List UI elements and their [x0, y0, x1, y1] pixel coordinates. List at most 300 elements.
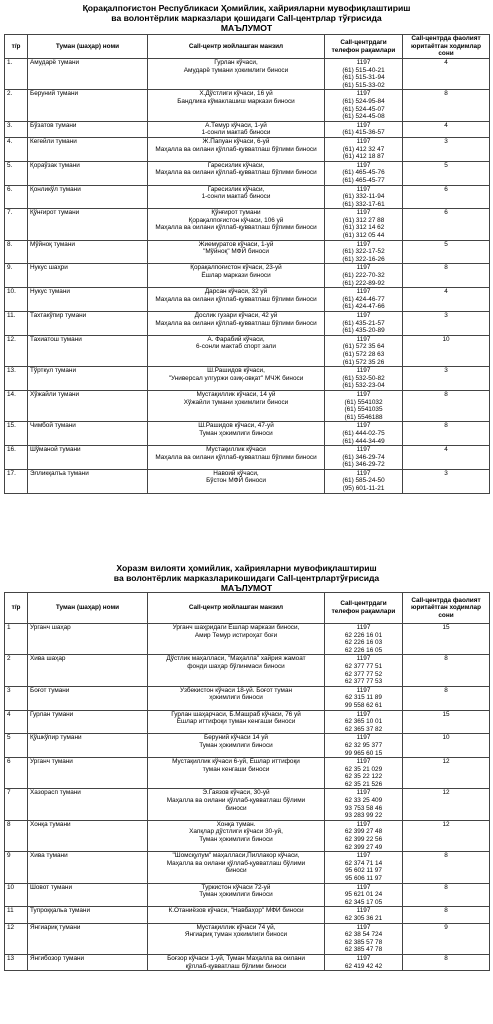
address-line: Хонқа туман.	[216, 820, 256, 828]
row-number: 3.	[5, 121, 28, 137]
district-name: Бўзатов тумани	[28, 121, 148, 137]
staff-count: 8	[403, 852, 490, 883]
address-line: Қорақалпоғистон кўчаси, 23-уй	[190, 264, 282, 272]
phone-numbers-line: 1197	[356, 469, 371, 477]
address-line: Жиемуратов кўчаси, 1-уй	[198, 240, 274, 248]
phone-numbers-line: 1197	[356, 954, 371, 962]
phone-numbers	[325, 312, 403, 336]
district-name: Хива шаҳар	[28, 655, 148, 686]
phone-numbers-line: 1197	[356, 883, 371, 891]
district-name: Янгибозор тумани	[28, 954, 148, 970]
staff-count: 8	[403, 686, 490, 710]
staff-count: 8	[403, 390, 490, 421]
address-line: Бандлика кўмаклашиш маркази биноси	[177, 97, 295, 105]
address-line: Ш.Рашидов кўчаси,	[207, 367, 265, 375]
district-name: Тахиатош тумани	[28, 335, 148, 366]
row-number: 6.	[5, 185, 28, 209]
table-row	[5, 710, 490, 734]
doc2-title-line: Хоразм вилояти ҳомийлик, хайрияларни мувофиқлаштириш	[116, 563, 377, 573]
table-row	[5, 240, 490, 264]
district-name: Хазорасп тумани	[28, 789, 148, 820]
row-number: 16.	[5, 446, 28, 470]
phone-numbers	[325, 446, 403, 470]
address-line: Туман ҳокимлиги биноси	[199, 741, 273, 749]
address-line: Қўнғирот тумани	[211, 209, 261, 217]
doc1-table	[4, 34, 490, 494]
row-number: 8	[5, 820, 28, 851]
address	[148, 789, 325, 820]
staff-count: 4	[403, 446, 490, 470]
address-line: Амударё тумани ҳокимлиги биноси	[183, 66, 289, 74]
phone-numbers-line: (61) 332-17-61	[342, 200, 385, 208]
phone-numbers-line: (61) 424-47-66	[342, 303, 385, 311]
row-number: 5.	[5, 161, 28, 185]
phone-numbers	[325, 686, 403, 710]
phone-numbers-line: 62 38 54 724	[344, 931, 383, 939]
address-line: биноси	[225, 867, 247, 875]
address-line: А. Фарабий кўчаси,	[207, 335, 265, 343]
row-number: 2.	[5, 90, 28, 121]
table-row	[5, 121, 490, 137]
phone-numbers-line: 62 399 27 48	[344, 828, 383, 836]
phone-numbers-line: 62 315 11 89	[345, 694, 382, 702]
phone-numbers-line: 62 33 25 409	[344, 797, 383, 805]
table-row	[5, 655, 490, 686]
row-number: 14.	[5, 390, 28, 421]
address	[148, 121, 325, 137]
address-line: Маҳалла ва оилани қўллаб-қувватлаш бўлими	[166, 859, 306, 867]
address-line: фонди шаҳар бўлинмаси биноси	[187, 662, 285, 670]
address-line: Бўстон МФЙ биноси	[206, 477, 266, 485]
address-line: Мустақиллик кўчаси 6-уй, Ёшлар иттифоқи	[172, 758, 300, 766]
address-line: "Мўйноқ" МФЙ биноси	[203, 248, 269, 256]
phone-numbers-line: (61) 532-23-04	[342, 382, 385, 390]
phone-numbers-line: (61) 465-45-76	[342, 169, 385, 177]
address	[148, 883, 325, 907]
phone-numbers-line: 1197	[356, 907, 371, 915]
table-row	[5, 954, 490, 970]
phone-numbers	[325, 758, 403, 789]
phone-numbers-line: (61) 412 18 87	[342, 153, 385, 161]
address	[148, 288, 325, 312]
staff-count: 8	[403, 655, 490, 686]
district-name: Қонликўл тумани	[28, 185, 148, 209]
address	[148, 446, 325, 470]
address-line: Ёшлар иттифоқи туман кенгаши биноси	[176, 718, 296, 726]
district-name: Мўйноқ тумани	[28, 240, 148, 264]
phone-numbers-line: 1197	[356, 367, 371, 375]
table-row	[5, 264, 490, 288]
address	[148, 710, 325, 734]
table-header-row	[5, 35, 490, 59]
phone-numbers	[325, 923, 403, 954]
table-row	[5, 907, 490, 923]
phone-numbers	[325, 820, 403, 851]
address-line: Урганч шаҳридаги Ёшлар маркази биноси,	[172, 624, 300, 631]
phone-numbers-line: (61) 524-45-07	[342, 105, 385, 113]
table-row	[5, 758, 490, 789]
address-line: Гаресизлик кўчаси,	[207, 185, 265, 193]
phone-numbers	[325, 789, 403, 820]
phone-numbers-line: (61) 5541032	[344, 398, 383, 406]
phone-numbers-line: 62 377 77 51	[344, 662, 383, 670]
phone-numbers-line: 62 365 10 01	[344, 718, 383, 726]
phone-numbers-line: 1197	[356, 734, 371, 742]
address	[148, 264, 325, 288]
phone-numbers-line: 1197	[356, 121, 371, 129]
table-row	[5, 422, 490, 446]
phone-numbers-line: 1197	[356, 161, 371, 169]
phone-numbers-line: 95 621 01 24	[344, 891, 383, 899]
table-row	[5, 137, 490, 161]
district-name: Хўжайли тумани	[28, 390, 148, 421]
table-row	[5, 185, 490, 209]
address	[148, 90, 325, 121]
phone-numbers-line: 62 35 21 526	[344, 780, 383, 788]
address-line: қўллаб-қувватлаш бўлими биноси	[185, 962, 287, 970]
staff-count: 3	[403, 137, 490, 161]
phone-numbers-line: (61) 435-20-89	[342, 327, 385, 335]
phone-numbers-line: 62 385 47 78	[344, 946, 383, 954]
phone-numbers-line: 1197	[356, 655, 371, 663]
phone-numbers-line: 1197	[356, 852, 371, 860]
address	[148, 335, 325, 366]
district-name: Тахтакўпир тумани	[28, 312, 148, 336]
phone-numbers-line: 62 399 22 56	[344, 836, 383, 844]
row-number: 4.	[5, 137, 28, 161]
phone-numbers-line: (61) 465-45-77	[342, 176, 385, 184]
district-name: Урганч тумани	[28, 758, 148, 789]
phone-numbers-line: 1197	[356, 335, 371, 343]
phone-numbers-line: 62 377 77 53	[344, 678, 383, 686]
table-row	[5, 852, 490, 883]
row-number: 3	[5, 686, 28, 710]
district-name: Нукус шаҳри	[28, 264, 148, 288]
header-cell: Call-центрдаги телефон рақамлари	[325, 35, 403, 59]
phone-numbers	[325, 734, 403, 758]
phone-numbers-line: 62 399 27 49	[344, 843, 383, 851]
phone-numbers-line: 1197	[356, 185, 371, 193]
address-line: Гурлан шаҳарчаси, Б.Машраб кўчаси, 76 уй	[171, 710, 301, 718]
phone-numbers-line: (61) 222-89-92	[342, 279, 385, 287]
phone-numbers-line: 62 35 22 122	[344, 773, 383, 781]
table-row	[5, 883, 490, 907]
phone-numbers	[325, 624, 403, 655]
phone-numbers-line: (61) 312 05 44	[342, 232, 385, 240]
address-line: 6-сонли мактаб спорт зали	[196, 343, 276, 351]
phone-numbers-line: (61) 346-29-74	[342, 453, 385, 461]
phone-numbers-line: (61) 312 27 88	[342, 216, 385, 224]
district-name: Кегейли тумани	[28, 137, 148, 161]
address	[148, 312, 325, 336]
address-line: Ўзбекистон кўчаси 18-уй. Боғот туман	[179, 686, 293, 694]
phone-numbers-line: (61) 312 14 62	[342, 224, 385, 232]
address-line: Туман ҳокимлиги биноси	[199, 891, 273, 899]
table-row	[5, 390, 490, 421]
row-number: 17.	[5, 469, 28, 493]
district-name: Гурлан тумани	[28, 710, 148, 734]
row-number: 12	[5, 923, 28, 954]
row-number: 6	[5, 758, 28, 789]
district-name: Қўшкўпир тумани	[28, 734, 148, 758]
phone-numbers-line: 1197	[356, 137, 371, 145]
staff-count: 4	[403, 121, 490, 137]
phone-numbers-line: 1197	[356, 312, 371, 319]
doc2-table-body	[5, 624, 490, 971]
phone-numbers-line: 62 226 16 01	[344, 631, 383, 639]
phone-numbers-line: 62 226 16 03	[344, 639, 383, 647]
phone-numbers-line: 62 345 17 05	[344, 898, 383, 906]
staff-count: 12	[403, 820, 490, 851]
phone-numbers-line: (61) 524-45-08	[342, 113, 385, 121]
phone-numbers	[325, 852, 403, 883]
table-row	[5, 686, 490, 710]
address-line: Мустақиллик кўчаси	[206, 446, 266, 454]
doc2-table	[4, 592, 490, 971]
table-row	[5, 288, 490, 312]
staff-count: 15	[403, 624, 490, 655]
staff-count: 10	[403, 335, 490, 366]
district-name: Чимбой тумани	[28, 422, 148, 446]
district-name: Беруний тумани	[28, 90, 148, 121]
phone-numbers	[325, 469, 403, 493]
address-line: А.Темур кўчаси, 1-уй	[205, 121, 267, 129]
address	[148, 367, 325, 391]
address-line: Дослик гузари кўчаси, 42 уй	[194, 312, 278, 319]
address-line: 1-сонли мактаб биноси	[201, 129, 271, 137]
staff-count: 8	[403, 90, 490, 121]
address	[148, 954, 325, 970]
address	[148, 923, 325, 954]
phone-numbers-line: (61) 444-02-75	[342, 429, 385, 437]
staff-count: 8	[403, 422, 490, 446]
address	[148, 59, 325, 90]
staff-count: 8	[403, 907, 490, 923]
address-line: Хапқлар дўстлиги кўчаси 30-уй,	[189, 828, 283, 836]
phone-numbers-line: 1197	[356, 923, 371, 931]
address-line: Дарсан кўчаси, 32 уй	[204, 288, 268, 296]
phone-numbers	[325, 907, 403, 923]
phone-numbers-line: 1197	[356, 710, 371, 718]
phone-numbers-line: 62 305 36 21	[344, 914, 383, 922]
address-line: Туркистон кўчаси 72-уй	[201, 883, 271, 891]
header-cell: Туман (шаҳар) номи	[28, 35, 148, 59]
address-line: Ж.Папуан кўчаси, 6-уй	[202, 137, 270, 145]
address-line: Ёшлар маркази биноси	[201, 272, 271, 280]
staff-count: 12	[403, 758, 490, 789]
phone-numbers-line: (61) 412 32 47	[342, 145, 385, 153]
table-header-row	[5, 593, 490, 624]
phone-numbers-line: (61) 424-46-77	[342, 295, 385, 303]
phone-numbers	[325, 121, 403, 137]
address	[148, 852, 325, 883]
phone-numbers	[325, 137, 403, 161]
row-number: 2	[5, 655, 28, 686]
phone-numbers	[325, 240, 403, 264]
table-row	[5, 820, 490, 851]
district-name: Қораўзак тумани	[28, 161, 148, 185]
phone-numbers-line: 1197	[356, 820, 371, 828]
table-row	[5, 312, 490, 336]
address-line: К.Отаниёзов кўчаси, "Навбаҳор" МФЙ биноси	[168, 907, 304, 915]
phone-numbers-line: (61) 532-50-82	[342, 374, 385, 382]
address-line: Туман ҳокимлиги биноси	[199, 429, 273, 437]
address-line: Э.Гаязов кўчаси, 30-уй	[202, 789, 270, 797]
table-row	[5, 624, 490, 655]
address-line: ҳокимлиги биноси	[209, 694, 263, 702]
staff-count: 3	[403, 312, 490, 336]
phone-numbers-line: 62 35 21 029	[344, 765, 383, 773]
address-line: Беруний кўчаси 14 уй	[204, 734, 268, 742]
phone-numbers-line: 1197	[356, 686, 371, 694]
staff-count: 8	[403, 954, 490, 970]
phone-numbers	[325, 288, 403, 312]
table-row	[5, 446, 490, 470]
phone-numbers-line: (61) 572 35 26	[342, 358, 385, 366]
table-row	[5, 789, 490, 820]
phone-numbers	[325, 422, 403, 446]
district-name: Хива тумани	[28, 852, 148, 883]
phone-numbers-line: 93 753 58 46	[344, 804, 383, 812]
phone-numbers-line: 1197	[356, 59, 371, 66]
phone-numbers-line: 1197	[356, 209, 371, 217]
address-line: Маҳалла ва оилани қўллаб-қувватлаш бўлими биноси	[155, 145, 317, 153]
address-line: Янгиариқ туман ҳокимлиги биноси	[184, 931, 288, 939]
phone-numbers-line: 1197	[356, 446, 371, 454]
address	[148, 624, 325, 655]
phone-numbers-line: 62 32 95 377	[344, 741, 383, 749]
staff-count: 6	[403, 209, 490, 240]
address-line: Туман ҳокимлиги биноси	[199, 836, 273, 844]
phone-numbers	[325, 390, 403, 421]
doc1-title	[4, 3, 489, 33]
district-name: Боғот тумани	[28, 686, 148, 710]
row-number: 4	[5, 710, 28, 734]
phone-numbers-line: (61) 346-29-72	[342, 461, 385, 469]
row-number: 13	[5, 954, 28, 970]
address-line: биноси	[225, 804, 247, 812]
phone-numbers-line: 1197	[356, 288, 371, 296]
phone-numbers-line: 62 419 42 42	[344, 962, 383, 970]
address-line: Маҳалла ва оилани қўллаб-қувватлаш бўлими биноси	[155, 169, 317, 177]
phone-numbers-line: 62 365 37 82	[344, 725, 383, 733]
phone-numbers-line: (61) 222-70-32	[342, 272, 385, 280]
header-cell: Call-центрдаги телефон рақамлари	[325, 593, 403, 624]
row-number: 9	[5, 852, 28, 883]
phone-numbers-line: 99 965 60 15	[344, 749, 383, 757]
address-line: Мустақиллик кўчаси 74 уй,	[196, 923, 276, 931]
staff-count: 4	[403, 288, 490, 312]
row-number: 11	[5, 907, 28, 923]
row-number: 13.	[5, 367, 28, 391]
row-number: 8.	[5, 240, 28, 264]
header-cell: Call-центрда фаолият юритаётган ходимлар сони	[403, 35, 490, 59]
phone-numbers-line: 1197	[356, 390, 371, 398]
staff-count: 5	[403, 240, 490, 264]
address-line: Навоий кўчаси,	[213, 469, 259, 477]
phone-numbers-line: 62 374 71 14	[344, 859, 383, 867]
address-line: Дўстлик маҳалласи, "Маҳалла" хайрия жамоат	[166, 655, 306, 663]
phone-numbers-line: (61) 515-33-02	[342, 81, 385, 89]
phone-numbers-line: (61) 415-36-57	[342, 129, 385, 137]
staff-count: 10	[403, 734, 490, 758]
phone-numbers-line: (61) 322-17-52	[342, 248, 385, 256]
doc1-title-line: Қорақалпоғистон Республикаси Ҳомийлик, хайрияларни мувофиқлаштириш	[82, 3, 411, 13]
address	[148, 734, 325, 758]
phone-numbers	[325, 335, 403, 366]
row-number: 10.	[5, 288, 28, 312]
phone-numbers-line: 1197	[356, 264, 371, 272]
phone-numbers-line: (61) 572 28 63	[342, 350, 385, 358]
phone-numbers-line: (61) 515-40-21	[342, 66, 385, 74]
staff-count: 4	[403, 59, 490, 90]
doc1-title-line: МАЪЛУМОТ	[220, 23, 273, 33]
phone-numbers-line: (61) 5541035	[344, 406, 383, 414]
phone-numbers-line: 1197	[356, 422, 371, 430]
table-row	[5, 209, 490, 240]
phone-numbers-line: 95 602 11 97	[345, 867, 382, 875]
table-row	[5, 734, 490, 758]
phone-numbers	[325, 264, 403, 288]
staff-count: 3	[403, 367, 490, 391]
doc1-table-body	[5, 59, 490, 494]
staff-count: 12	[403, 789, 490, 820]
phone-numbers-line: 1197	[356, 789, 371, 797]
header-cell: Туман (шаҳар) номи	[28, 593, 148, 624]
address-line: Маҳалла ва оилани қўллаб-қувватлаш бўлими биноси	[155, 319, 317, 327]
address	[148, 137, 325, 161]
staff-count: 6	[403, 185, 490, 209]
row-number: 15.	[5, 422, 28, 446]
address	[148, 907, 325, 923]
phone-numbers	[325, 161, 403, 185]
phone-numbers-line: 1197	[356, 624, 371, 631]
table-row	[5, 469, 490, 493]
row-number: 1.	[5, 59, 28, 90]
staff-count: 9	[403, 923, 490, 954]
row-number: 12.	[5, 335, 28, 366]
district-name: Шовот тумани	[28, 883, 148, 907]
address-line: Мустақиллик кўчаси, 14 уй	[196, 390, 276, 398]
doc2-title-line: ва волонтёрлик марказларикошидаги Call-центрлартўғрисида	[113, 573, 380, 583]
row-number: 11.	[5, 312, 28, 336]
phone-numbers-line: (61) 5546188	[344, 413, 383, 421]
row-number: 10	[5, 883, 28, 907]
phone-numbers-line: 99 558 62 61	[344, 701, 383, 709]
address-line: Маҳалла ва оилани қўллаб-қувватлаш бўлими биноси	[155, 224, 317, 232]
header-cell: Call-центр жойлашган манзил	[148, 35, 325, 59]
address	[148, 209, 325, 240]
address	[148, 240, 325, 264]
address	[148, 686, 325, 710]
district-name: Нукус тумани	[28, 288, 148, 312]
header-cell: т/р	[5, 35, 28, 59]
phone-numbers	[325, 90, 403, 121]
phone-numbers	[325, 209, 403, 240]
address	[148, 161, 325, 185]
district-name: Элликқалъа тумани	[28, 469, 148, 493]
phone-numbers-line: 1197	[356, 90, 371, 98]
staff-count: 15	[403, 710, 490, 734]
staff-count: 3	[403, 469, 490, 493]
phone-numbers-line: (61) 435-21-57	[342, 319, 385, 327]
address	[148, 758, 325, 789]
table-row	[5, 161, 490, 185]
address-line: Гаресизлик кўчаси,	[207, 161, 265, 169]
row-number: 1	[5, 624, 28, 655]
district-name: Қўнғирот тумани	[28, 209, 148, 240]
phone-numbers	[325, 655, 403, 686]
